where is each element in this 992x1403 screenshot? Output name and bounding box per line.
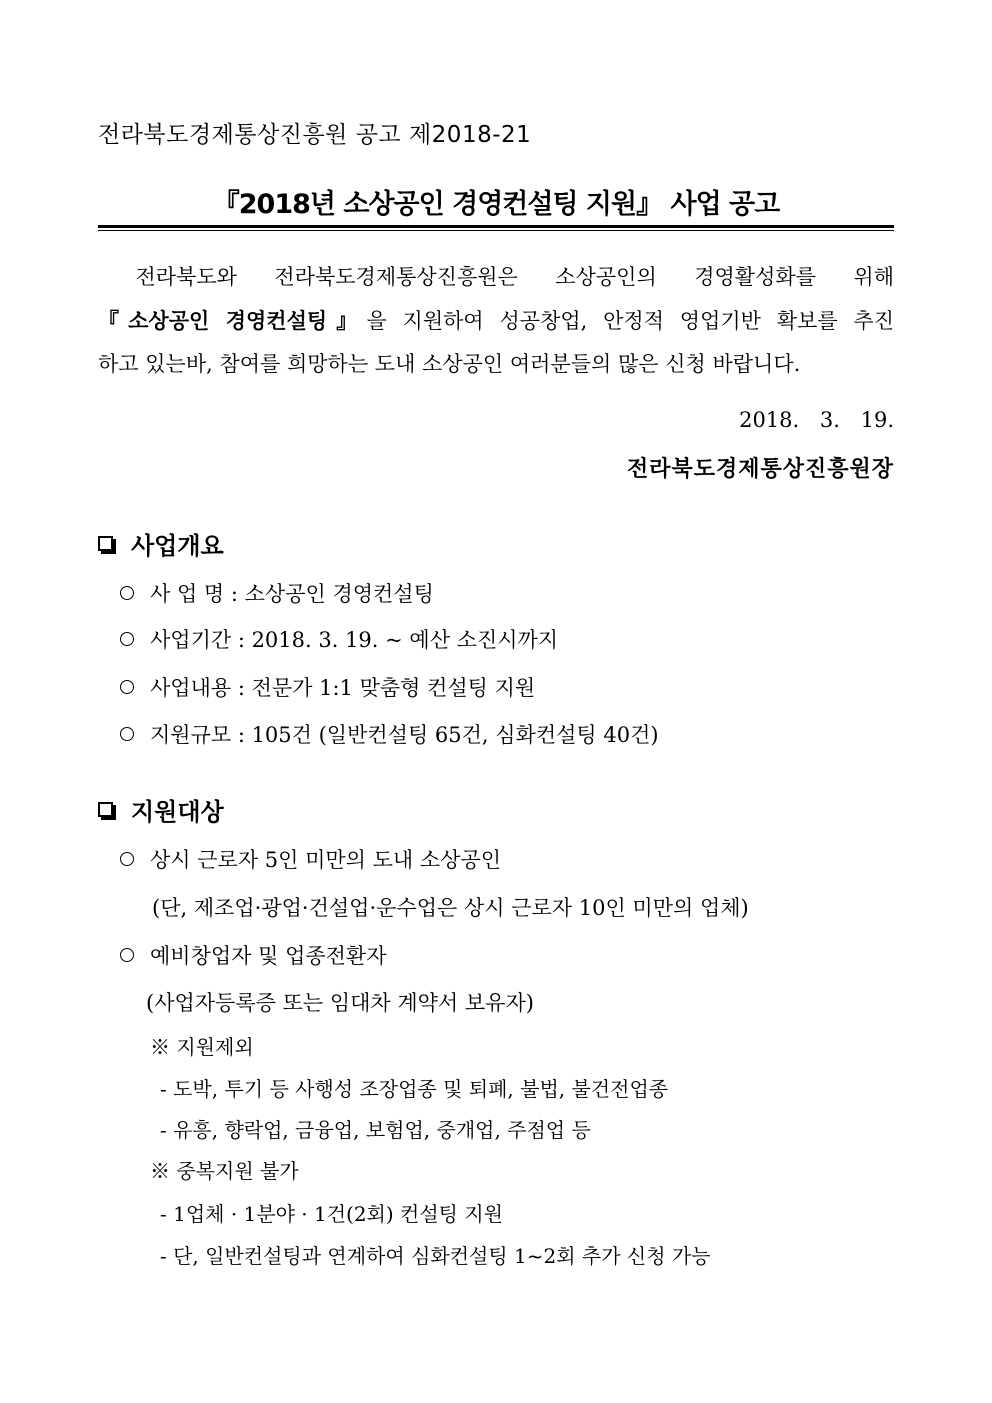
section-heading-label: 사업개요 <box>131 531 224 560</box>
intro-line-2 <box>98 299 894 343</box>
section-heading-overview <box>98 526 224 561</box>
eligibility-item-text: 상시 근로자 5인 미만의 도내 소상공인 <box>150 848 502 872</box>
overview-item-text: 사업기간 : 2018. 3. 19. ~ 예산 소진시까지 <box>150 628 559 652</box>
exclusion-item: - 유흥, 향락업, 금융업, 보험업, 중개업, 주점업 등 <box>160 1118 591 1142</box>
circle-bullet-icon <box>120 632 134 646</box>
checkbox-square-icon <box>98 536 113 551</box>
duplicate-item: - 단, 일반컨설팅과 연계하여 심화컨설팅 1~2회 추가 신청 가능 <box>160 1244 711 1268</box>
circle-bullet-icon <box>120 727 134 741</box>
eligibility-item-requirement: (사업자등록증 또는 임대차 계약서 보유자) <box>146 991 534 1015</box>
intro-line-3: 하고 있는바, 참여를 희망하는 도내 소상공인 여러분들의 많은 신청 바랍니다. <box>98 352 801 376</box>
note-exclusions: ※ 지원제외 <box>150 1035 254 1059</box>
notice-number: 전라북도경제통상진흥원 공고 제2018-21 <box>98 122 532 148</box>
circle-bullet-icon <box>120 948 134 962</box>
exclusion-item: - 도박, 투기 등 사행성 조장업종 및 퇴폐, 불법, 불건전업종 <box>160 1077 669 1101</box>
overview-item-text: 사 업 명 : 소상공인 경영컨설팅 <box>150 582 434 606</box>
intro-line-1-text: 전라북도와 전라북도경제통상진흥원은 소상공인의 경영활성화를 위해 <box>135 265 894 289</box>
note-no-duplicate: ※ 중복지원 불가 <box>150 1159 299 1183</box>
circle-bullet-icon <box>120 680 134 694</box>
intro-line-1 <box>98 256 894 299</box>
section-heading-eligibility <box>98 792 224 827</box>
overview-item-text: 사업내용 : 전문가 1:1 맞춤형 컨설팅 지원 <box>150 676 536 700</box>
overview-item-name <box>120 578 434 608</box>
intro-line-2-text: 을 지원하여 성공창업, 안정적 영업기반 확보를 추진 <box>366 309 894 333</box>
eligibility-item-prestartup <box>120 940 387 970</box>
overview-item-scale <box>120 719 659 749</box>
section-heading-label: 지원대상 <box>131 797 224 826</box>
eligibility-item-small-business <box>120 844 501 874</box>
eligibility-item-exception: (단, 제조업·광업·건설업·운수업은 상시 근로자 10인 미만의 업체) <box>152 896 749 920</box>
title-underline-thick <box>98 225 894 228</box>
overview-item-content <box>120 672 535 702</box>
eligibility-item-text: 예비창업자 및 업종전환자 <box>150 944 387 968</box>
notice-date: 2018. 3. 19. <box>739 408 894 432</box>
title-underline-thin <box>98 230 894 231</box>
circle-bullet-icon <box>120 852 134 866</box>
intro-paragraph <box>98 256 894 386</box>
page-title: 『2018년 소상공인 경영컨설팅 지원』 사업 공고 <box>212 189 780 220</box>
duplicate-item: - 1업체 · 1분야 · 1건(2회) 컨설팅 지원 <box>160 1202 503 1226</box>
overview-item-text: 지원규모 : 105건 (일반컨설팅 65건, 심화컨설팅 40건) <box>150 723 659 747</box>
overview-item-period <box>120 624 558 654</box>
program-name-emphasis: 『소상공인 경영컨설팅』 <box>98 308 367 333</box>
issuer-name: 전라북도경제통상진흥원장 <box>626 456 894 482</box>
checkbox-square-icon <box>98 802 113 817</box>
circle-bullet-icon <box>120 586 134 600</box>
